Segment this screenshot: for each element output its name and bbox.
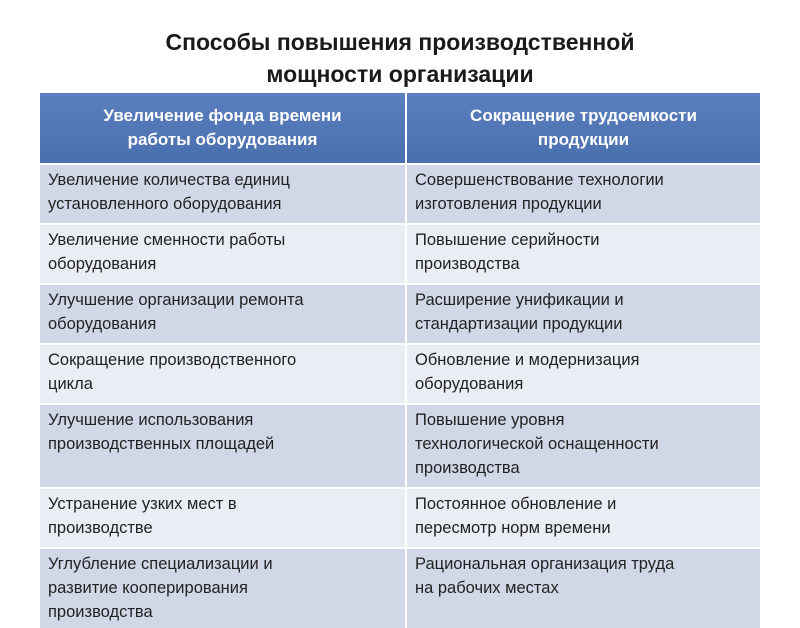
cell-line: Увеличение сменности работы (48, 231, 286, 249)
cell-line: цикла (48, 375, 93, 393)
cell-right (406, 224, 760, 284)
title-line-2: мощности организации (266, 61, 534, 87)
cell-line: Рациональная организация труда (415, 555, 675, 573)
cell-left (40, 224, 406, 284)
cell-line: технологической оснащенности (415, 435, 659, 453)
cell-left (40, 344, 406, 404)
cell-line: оборудования (415, 375, 524, 393)
cell-line: Повышение уровня (415, 411, 565, 429)
cell-line: изготовления продукции (415, 195, 602, 213)
title-line-1: Способы повышения производственной (165, 29, 635, 55)
header-line: Увеличение фонда времени (103, 106, 342, 125)
table-row (40, 344, 760, 404)
table-row (40, 284, 760, 344)
cell-line: производства (48, 603, 153, 621)
header-labor-intensity (406, 93, 760, 164)
cell-line: Обновление и модернизация (415, 351, 640, 369)
cell-right (406, 548, 760, 628)
table-header-row (40, 93, 760, 164)
cell-right (406, 284, 760, 344)
table-row (40, 164, 760, 224)
methods-table (40, 93, 760, 628)
cell-line: на рабочих местах (415, 579, 559, 597)
table-row (40, 404, 760, 488)
cell-line: оборудования (48, 315, 157, 333)
cell-line: оборудования (48, 255, 157, 273)
cell-left (40, 284, 406, 344)
cell-line: производстве (48, 519, 153, 537)
cell-line: Повышение серийности (415, 231, 600, 249)
header-line: Сокращение трудоемкости (470, 106, 697, 125)
cell-line: установленного оборудования (48, 195, 282, 213)
header-line: продукции (537, 130, 630, 149)
table-row (40, 224, 760, 284)
cell-line: производства (415, 459, 520, 477)
cell-left (40, 404, 406, 488)
cell-line: развитие кооперирования (48, 579, 248, 597)
cell-line: Совершенствование технологии (415, 171, 664, 189)
cell-left (40, 548, 406, 628)
cell-line: Увеличение количества единиц (48, 171, 290, 189)
cell-line: Сокращение производственного (48, 351, 297, 369)
cell-right (406, 404, 760, 488)
cell-line: Улучшение организации ремонта (48, 291, 304, 309)
cell-line: Расширение унификации и (415, 291, 624, 309)
cell-left (40, 164, 406, 224)
header-line: работы оборудования (127, 130, 318, 149)
cell-line: производства (415, 255, 520, 273)
cell-line: Улучшение использования (48, 411, 254, 429)
header-equipment-time (40, 93, 406, 164)
cell-line: Постоянное обновление и (415, 495, 617, 513)
table-row (40, 548, 760, 628)
page-title (0, 26, 800, 90)
cell-line: производственных площадей (48, 435, 275, 453)
cell-line: Углубление специализации и (48, 555, 273, 573)
table-row (40, 488, 760, 548)
cell-right (406, 344, 760, 404)
cell-right (406, 488, 760, 548)
cell-left (40, 488, 406, 548)
cell-line: пересмотр норм времени (415, 519, 611, 537)
cell-line: стандартизации продукции (415, 315, 623, 333)
cell-line: Устранение узких мест в (48, 495, 237, 513)
cell-right (406, 164, 760, 224)
